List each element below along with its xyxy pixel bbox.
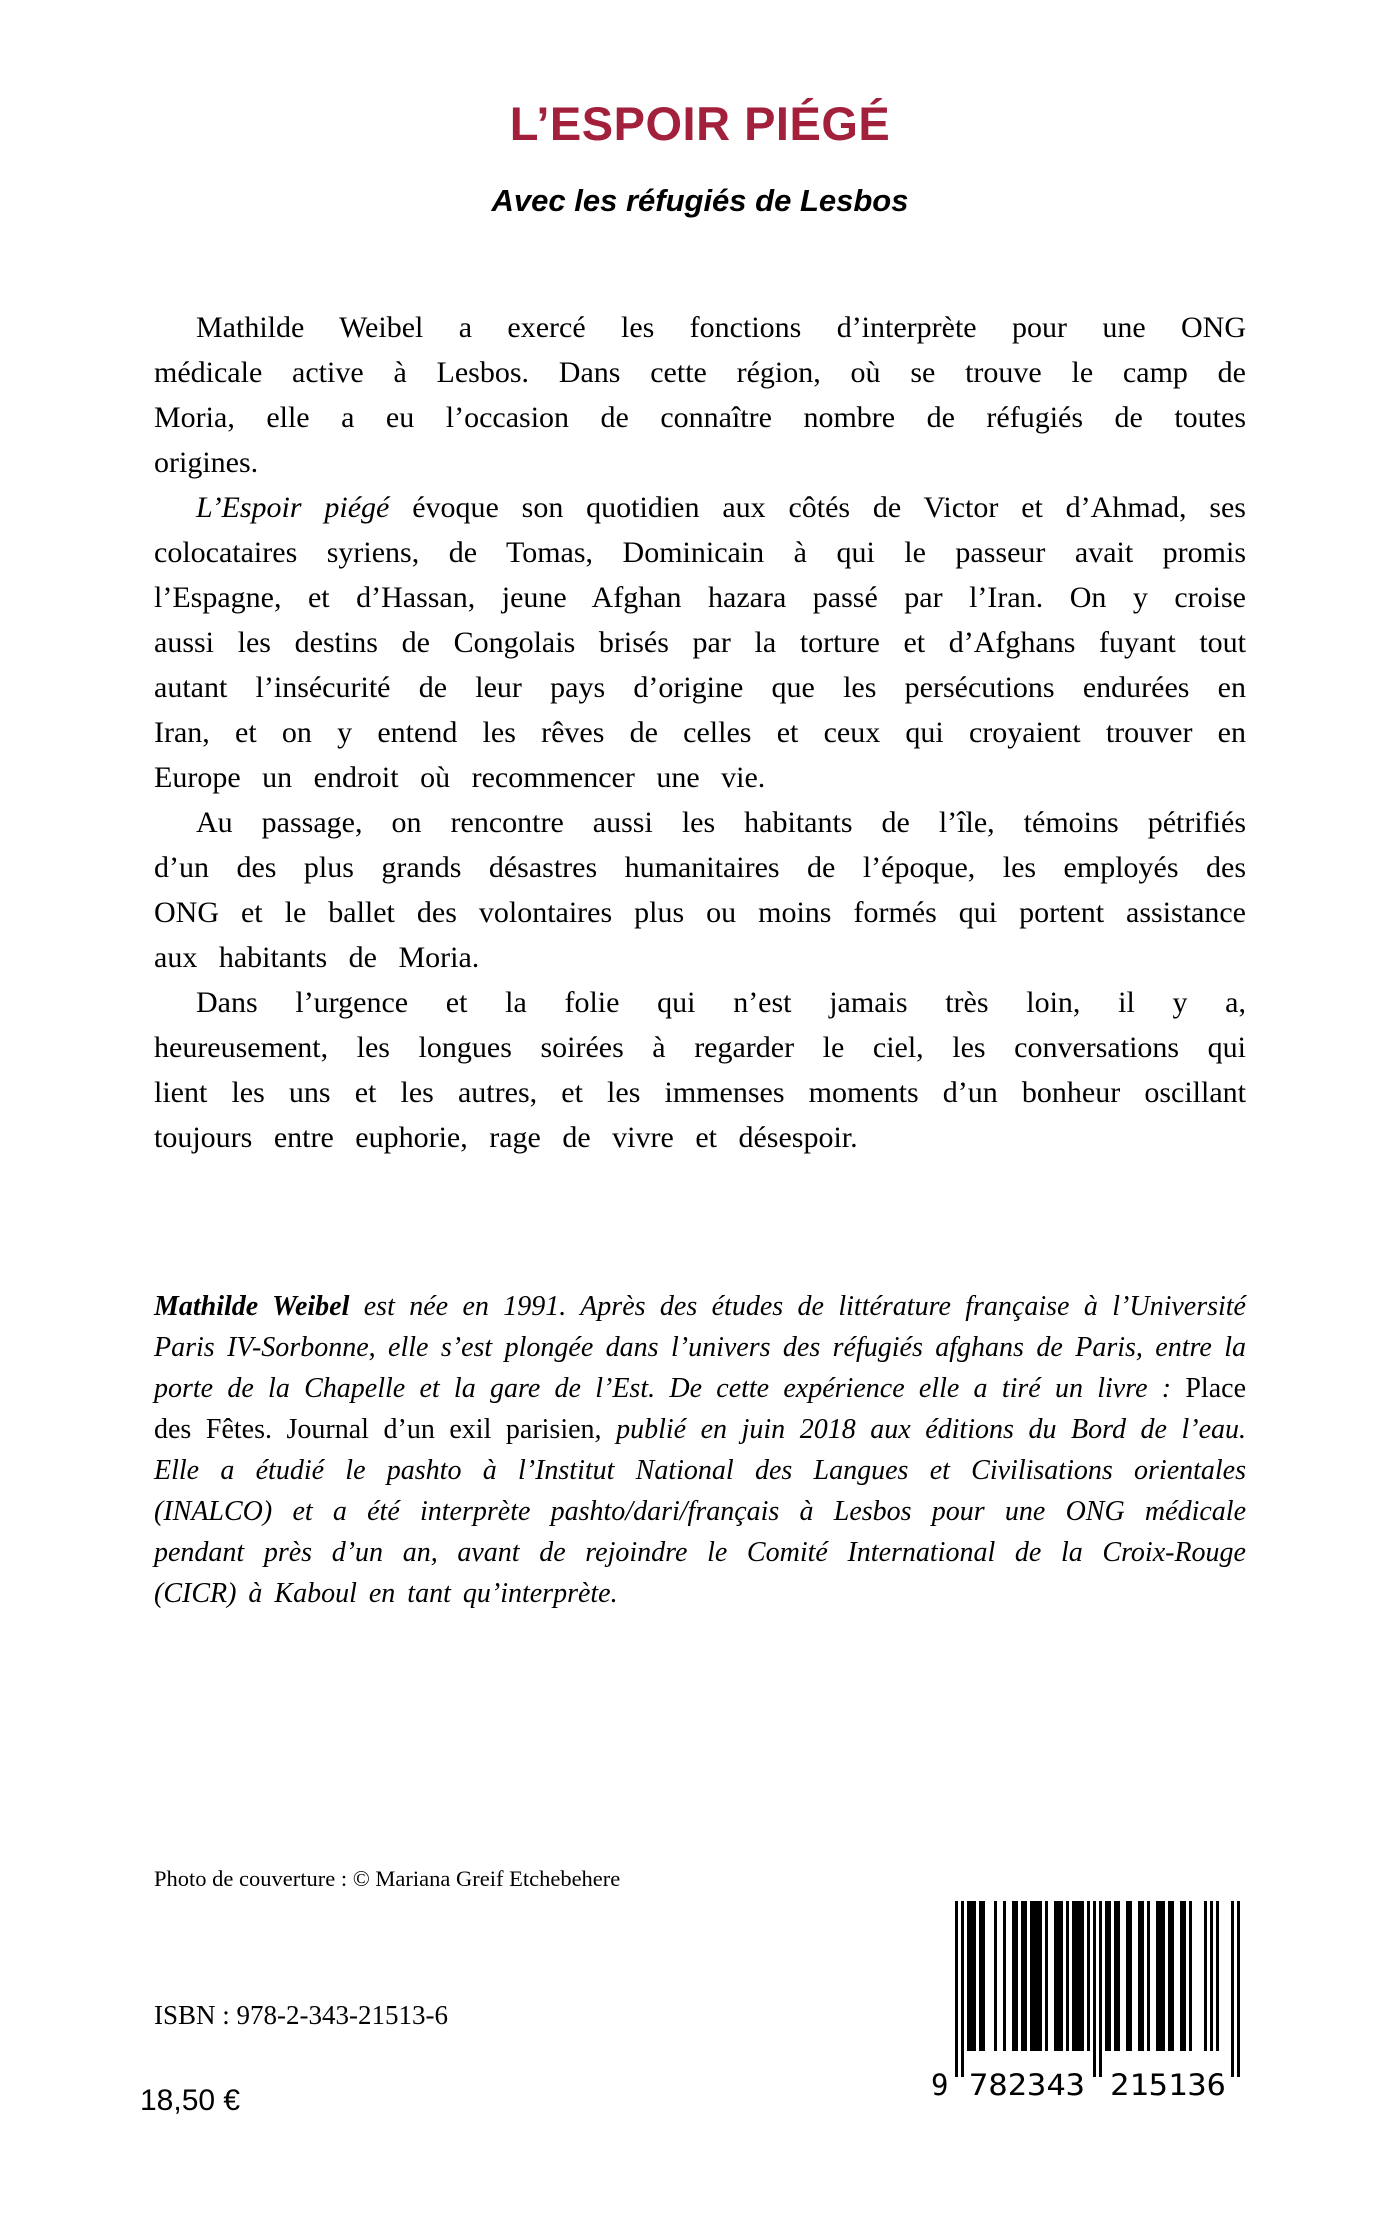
book-subtitle: Avec les réfugiés de Lesbos: [491, 183, 909, 218]
body-paragraph: [154, 305, 1246, 485]
text-segment: Place des Fêtes. Journal d’un exil parisien: [154, 1373, 1246, 1445]
body-paragraph: [154, 485, 1246, 800]
text-segment: Mathilde Weibel: [154, 1291, 350, 1322]
barcode-svg: [931, 1897, 1249, 2103]
text-segment: Au passage, on rencontre aussi les habitants de l’île, témoins pétrifiés d’un des plus grands désastres humanitaires de l’époque, les employés des ONG et le ballet des volontaires plus ou moins formés qui portent assistance aux habitants de Moria.: [154, 806, 1246, 974]
barcode: [931, 1897, 1249, 2108]
author-bio: [154, 1286, 1246, 1614]
text-segment: est née en 1991. Après des études de littérature française à l’Université Paris IV-Sorbonne, elle s’est plongée dans l’univers des réfugiés afghans de Paris, entre la porte de la Chapelle et la gare de l’Est. De cette expérience elle a tiré un livre :: [154, 1291, 1246, 1404]
photo-credit: Photo de couverture : © Mariana Greif Etchebehere: [154, 1866, 621, 1891]
text-segment: Dans l’urgence et la folie qui n’est jamais très loin, il y a, heureusement, les longues soirées à regarder le ciel, les conversations qui lient les uns et les autres, et les immenses moments d’un bonheur oscillant toujours entre euphorie, rage de vivre et désespoir.: [154, 986, 1246, 1154]
text-segment: Mathilde Weibel a exercé les fonctions d’interprète pour une ONG médicale active à Lesbos. Dans cette région, où se trouve le camp de Moria, elle a eu l’occasion de connaître nombre de réfugiés de toutes origines.: [154, 311, 1246, 479]
barcode-digits: 782343: [969, 2068, 1085, 2102]
text-segment: L’Espoir piégé: [196, 491, 390, 524]
book-title: L’ESPOIR PIÉGÉ: [509, 97, 891, 150]
price-text: 18,50 €: [140, 2084, 241, 2117]
barcode-digits: 9: [931, 2068, 949, 2102]
body-paragraph: [154, 980, 1246, 1160]
isbn-text: ISBN : 978-2-343-21513-6: [154, 2000, 448, 2030]
body-paragraph: [154, 800, 1246, 980]
text-segment: évoque son quotidien aux côtés de Victor et d’Ahmad, ses colocataires syriens, de Tomas, Dominicain à qui le passeur avait promis l’Espagne, et d’Hassan, jeune Afghan hazara passé par l’Iran. On y croise aussi les destins de Congolais brisés par la torture et d’Afghans fuyant tout autant l’insécurité de leur pays d’origine que les persécutions endurées en Iran, et on y entend les rêves de celles et ceux qui croyaient trouver en Europe un endroit où recommencer une vie.: [154, 491, 1246, 794]
barcode-digits: 215136: [1110, 2068, 1226, 2102]
body-paragraphs: [154, 305, 1246, 1160]
text-segment: , publié en juin 2018 aux éditions du Bord de l’eau. Elle a étudié le pashto à l’Institut National des Langues et Civilisations orientales (INALCO) et a été interprète pashto/dari/français à Lesbos pour une ONG médicale pendant près d’un an, avant de rejoindre le Comité International de la Croix-Rouge (CICR) à Kaboul en tant qu’interprète.: [154, 1414, 1246, 1609]
